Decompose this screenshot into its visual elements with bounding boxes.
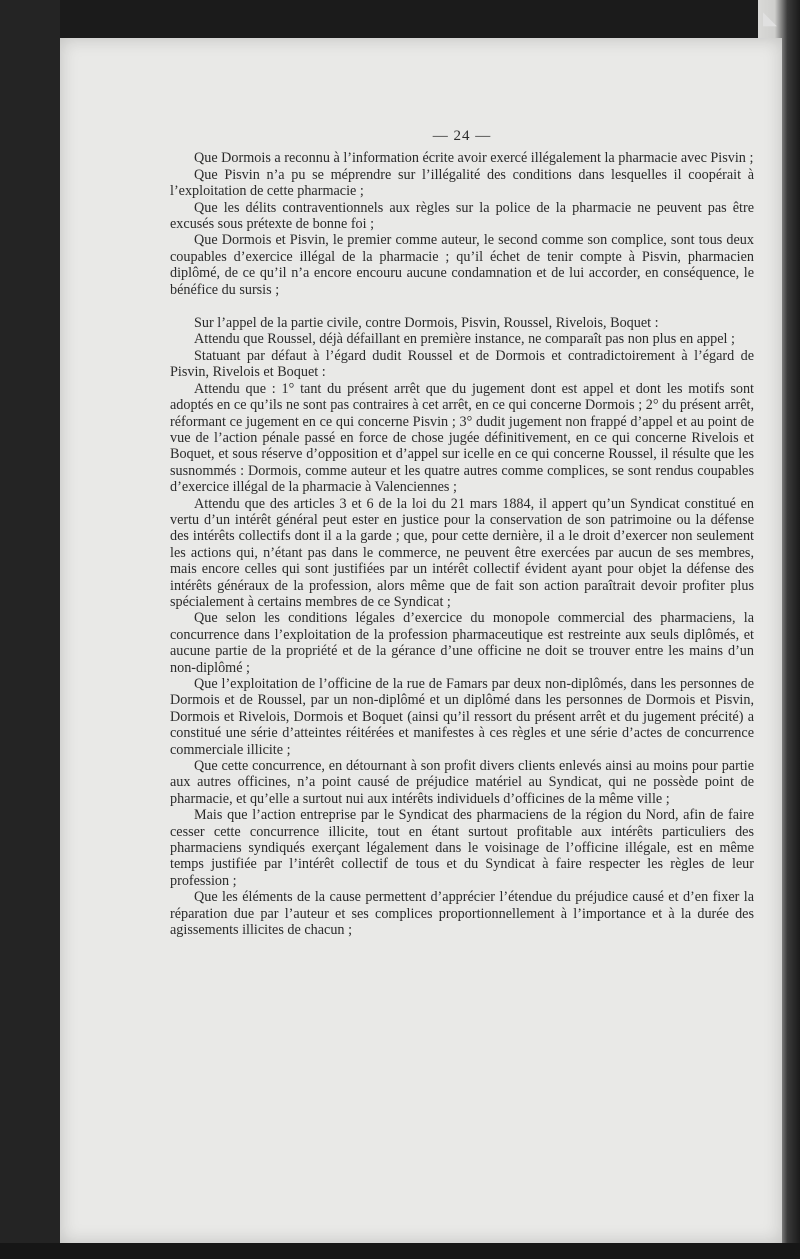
- paragraph: Que Pisvin n’a pu se méprendre sur l’illégalité des conditions dans lesquelles il coopérait à l’exploitation de cette pharmacie ;: [170, 166, 754, 200]
- paragraph: Attendu que Roussel, déjà défaillant en première instance, ne comparaît pas non plus en appel ;: [194, 331, 735, 348]
- scan-bottom-border: [0, 1243, 800, 1259]
- page-number: — 24 —: [432, 128, 492, 144]
- paragraph: Que Dormois et Pisvin, le premier comme auteur, le second comme son complice, sont tous deux coupables d’exercice illégal de la pharmacie ; qu’il échet de tenir compte à Pisvin, pharmacien diplômé, de ce qu’il n’a encore encouru aucune condamnation et de lui accorder, en conséquence, le bénéfice du sursis ;: [170, 232, 754, 298]
- corner-fold-icon: ◣: [763, 8, 777, 29]
- paragraph: Que les délits contraventionnels aux règles sur la police de la pharmacie ne peuvent pas être excusés sous prétexte de bonne foi ;: [170, 199, 754, 233]
- paragraph: Que Dormois a reconnu à l’information écrite avoir exercé illégalement la pharmacie avec Pisvin ;: [194, 150, 754, 167]
- document-body: [170, 128, 754, 939]
- paragraph: Que l’exploitation de l’officine de la rue de Famars par deux non-diplômés, dans les personnes de Dormois et de Roussel, par un non-diplômé et un diplômé dans les personnes de Dormois et Pisvin, Dormois et Rivelois, Dormois et Boquet (ainsi qu’il ressort du présent arrêt et du jugement précité) a constitué une série d’atteintes réitérées et manifestes à ces règles et une série d’actes de concurrence commerciale illicite ;: [170, 676, 754, 758]
- scan-top-border: [0, 0, 800, 38]
- paragraph: Que les éléments de la cause permettent d’apprécier l’étendue du préjudice causé et d’en fixer la réparation due par l’auteur et ses complices proportionnellement à l’importance et à la durée des agissements illicites de chacun ;: [170, 889, 754, 939]
- scan-left-border: [0, 0, 60, 1259]
- section-spacer: [170, 298, 754, 315]
- paragraph: Attendu que : 1° tant du présent arrêt que du jugement dont est appel et dont les motifs sont adoptés en ce qu’ils ne sont pas contraires à cet arrêt, en ce qui concerne Dormois ; 2° du présent arrêt, réformant ce jugement en ce qui concerne Pisvin ; 3° dudit jugement non frappé d’appel et au point de vue de l’action pénale passé en force de chose jugée définitivement, en ce qui concerne Rivelois et Boquet, et sous réserve d’opposition et d’appel sur icelle en ce qui concerne Roussel, il résulte que les susnommés : Dormois, comme auteur et les quatre autres comme complices, se sont rendus coupables d’exercice illégal de la pharmacie à Valenciennes ;: [170, 380, 754, 496]
- paragraph: Que selon les conditions légales d’exercice du monopole commercial des pharmaciens, la concurrence dans l’exploitation de la profession pharmaceutique est restreinte aux seuls diplômés, et aucune partie de la propriété et de la gérance d’une officine ne doit se trouver entre les mains d’un non-diplômé ;: [170, 610, 754, 676]
- paragraph: Que cette concurrence, en détournant à son profit divers clients enlevés ainsi au moins pour partie aux autres officines, n’a point causé de préjudice matériel au Syndicat, qui ne possède point de pharmacie, et qu’elle a surtout nui aux intérêts individuels d’officines de la même ville ;: [170, 758, 754, 807]
- paragraph: Sur l’appel de la partie civile, contre Dormois, Pisvin, Roussel, Rivelois, Boquet :: [194, 315, 659, 332]
- paragraph: Attendu que des articles 3 et 6 de la loi du 21 mars 1884, il appert qu’un Syndicat constitué en vertu d’un intérêt général peut ester en justice pour la conservation de son patrimoine ou la défense des intérêts collectifs dont il a la garde ; que, pour cette dernière, il a le droit d’exercer non seulement les actions qui, n’étant pas dans le commerce, ne peuvent être exercées par aucun de ses membres, mais encore celles qui sont justifiées par un intérêt collectif évident ayant pour objet la défense des intérêts généraux de la profession, alors même que de fait son action paraîtrait devoir profiter plus spécialement à certains membres de ce Syndicat ;: [170, 495, 754, 610]
- paragraph: Mais que l’action entreprise par le Syndicat des pharmaciens de la région du Nord, afin de faire cesser cette concurrence illicite, tout en étant surtout profitable aux intérêts particuliers des pharmaciens syndiqués exerçant légalement dans le voisinage de l’officine illégale, est en même temps justifiée par l’intérêt collectif de tous et du Syndicat à faire respecter les règles de leur profession ;: [170, 807, 754, 889]
- paragraph: Statuant par défaut à l’égard dudit Roussel et de Dormois et contradictoirement à l’égard de Pisvin, Rivelois et Boquet :: [170, 347, 754, 381]
